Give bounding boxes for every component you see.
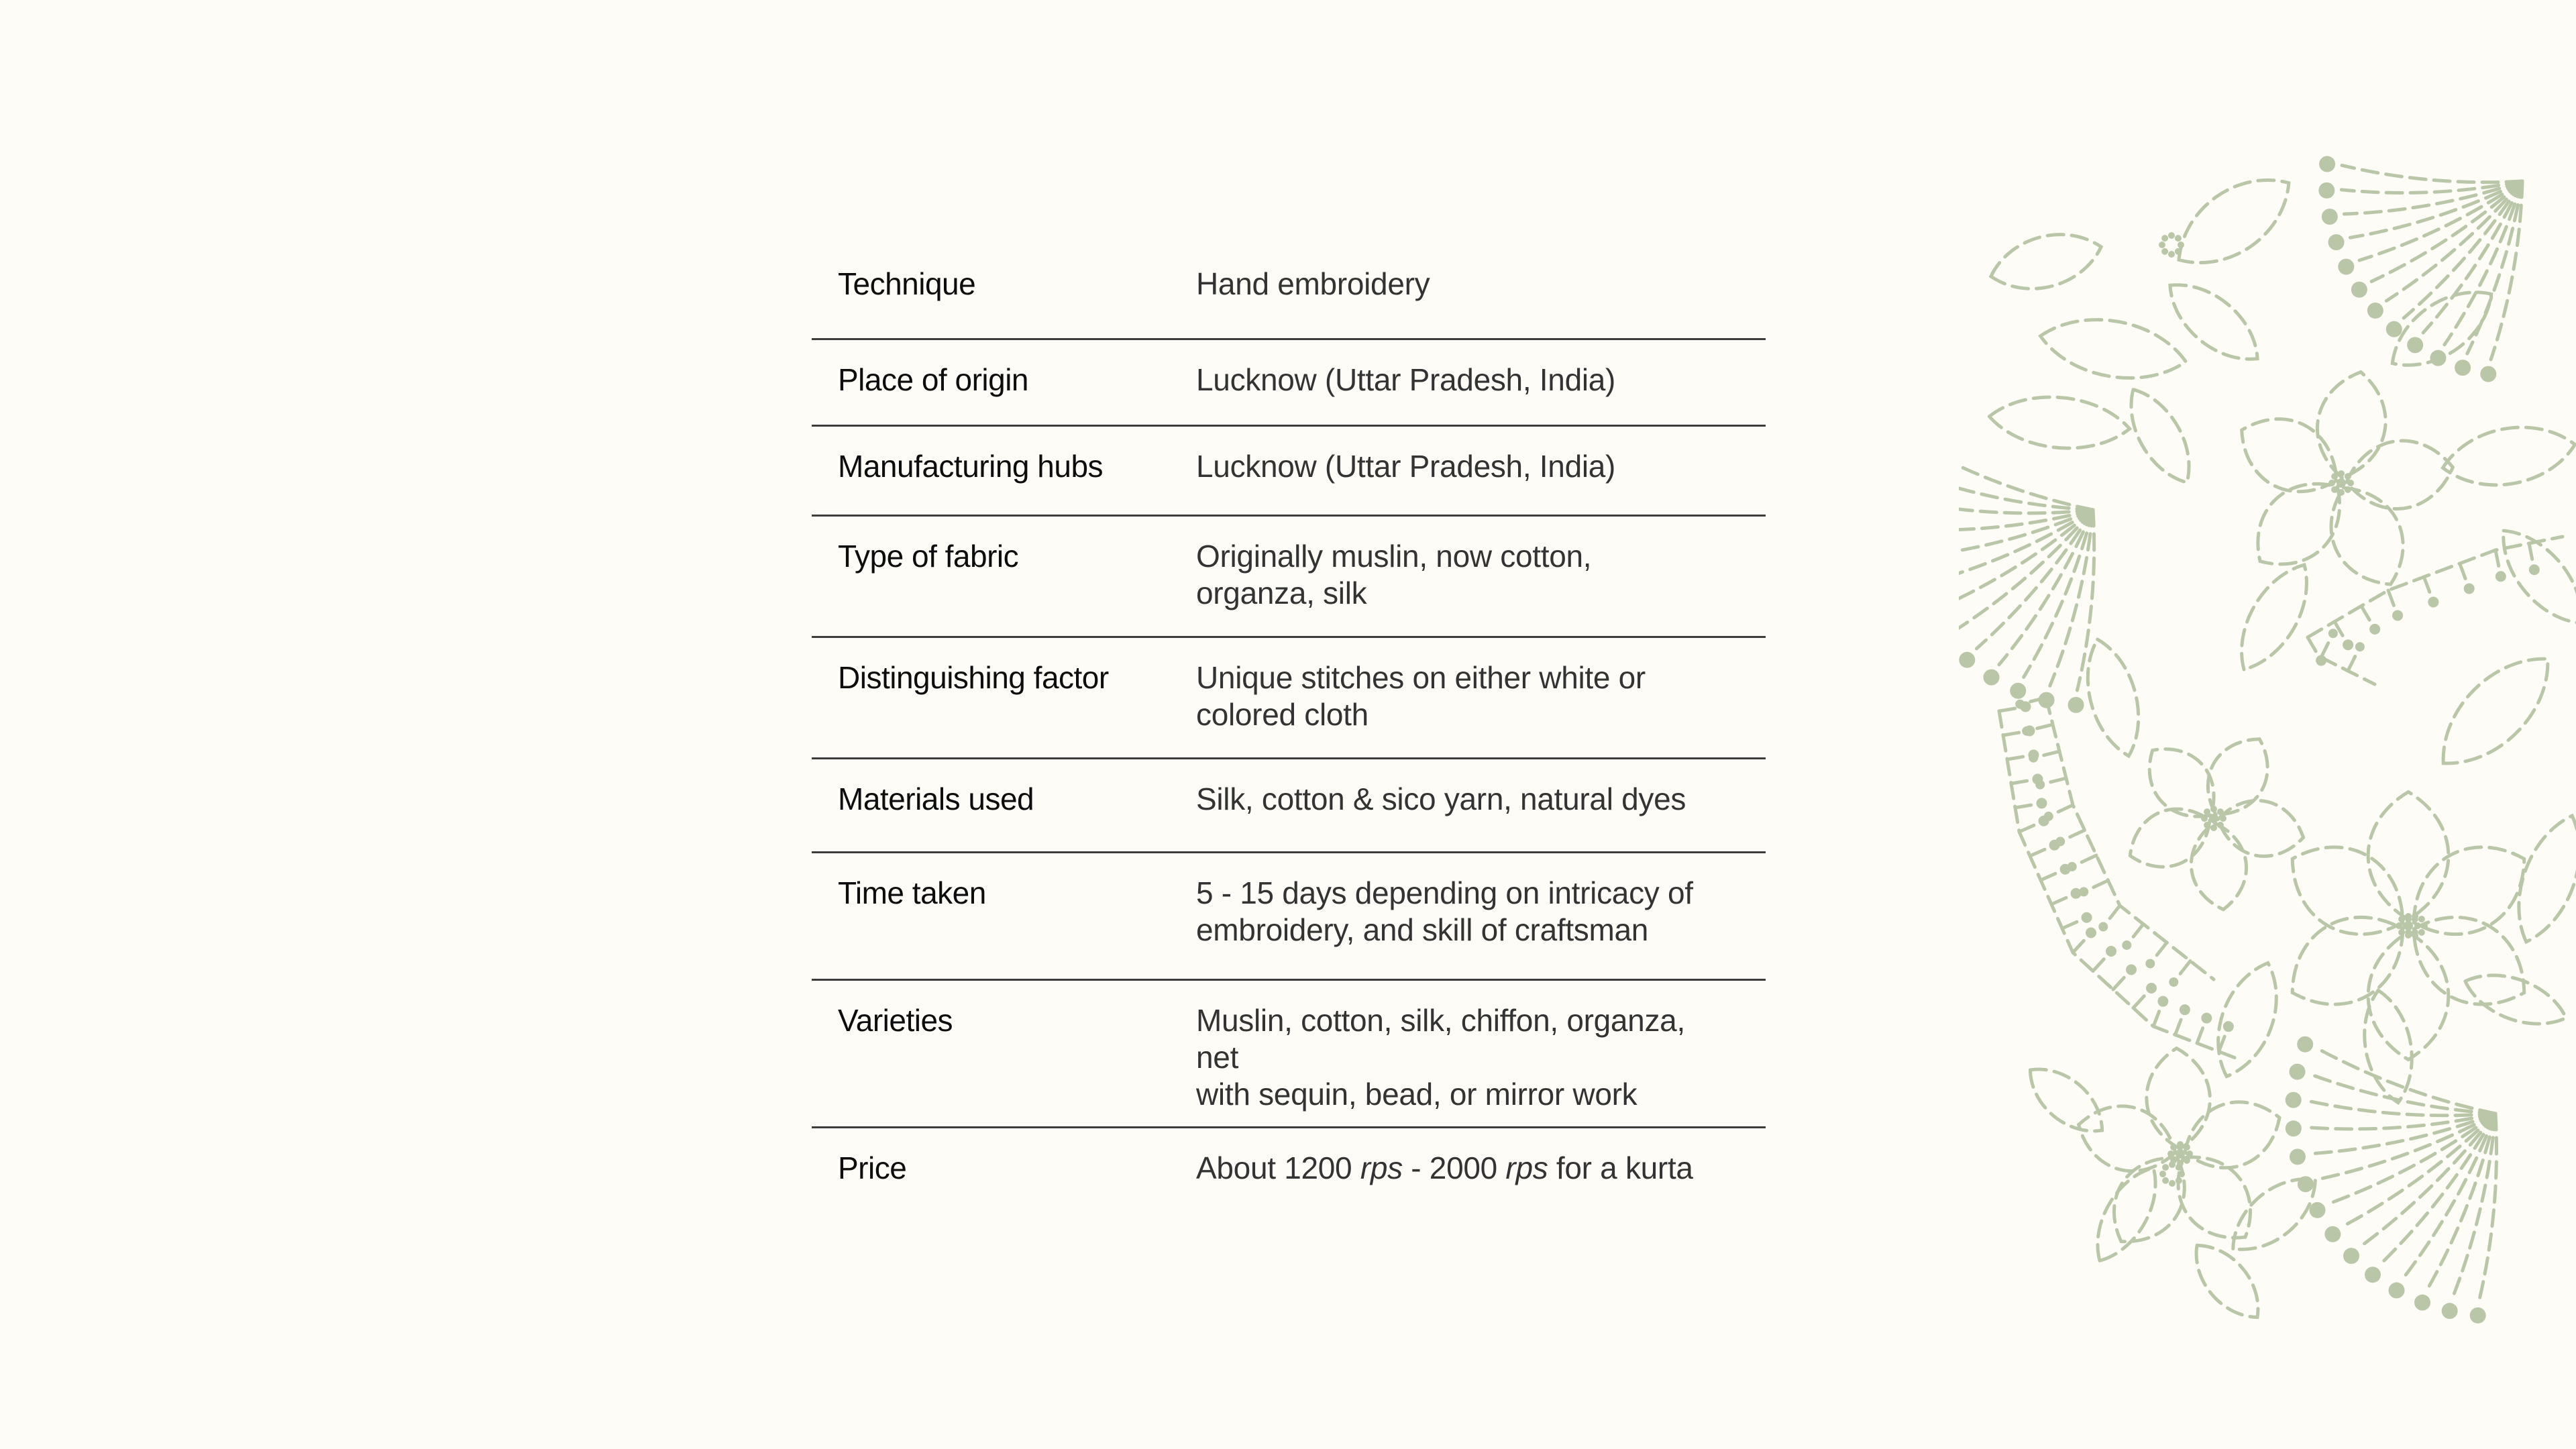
ornament-dot: [2418, 929, 2425, 936]
ornament-dot: [2428, 596, 2438, 607]
ornament-ray: [2073, 938, 2086, 953]
ornament-dot: [2106, 946, 2116, 957]
ornament-ray: [2388, 590, 2395, 608]
ornament-dot: [2328, 234, 2345, 250]
ornament-dot: [2223, 1021, 2234, 1032]
ornament-dot: [2347, 480, 2354, 486]
ornament-dot: [2161, 235, 2168, 241]
table-row: [812, 425, 1766, 515]
ornament-dot: [2318, 182, 2334, 199]
ornament-dot: [2086, 928, 2096, 938]
row-label-type-of-fabric: Type of fabric: [812, 515, 1195, 637]
ornament-dot: [2328, 629, 2338, 638]
ornament-dot: [2389, 1283, 2405, 1299]
table-row: [812, 1127, 1766, 1208]
ornament-ray: [2342, 165, 2522, 182]
ornament-dot: [2210, 806, 2217, 812]
ornament-dot: [2319, 156, 2335, 172]
ornament-dot: [2220, 815, 2226, 822]
ornament-ray: [2132, 924, 2143, 939]
ornament-ray: [2011, 780, 2030, 784]
ornament-leaf: [2258, 484, 2340, 564]
ornament-dot: [2407, 337, 2423, 353]
ornament-dot: [2355, 642, 2365, 651]
ornament-dot: [2480, 366, 2496, 382]
ornament-dot: [2398, 929, 2405, 936]
ornament-ray: [2030, 849, 2047, 856]
ornament-ray: [1959, 474, 2093, 510]
ornament-dot: [2324, 1226, 2341, 1242]
ornament-leaf: [1989, 397, 2129, 448]
ornament-dot: [2414, 922, 2421, 929]
ornament-ray: [2424, 577, 2430, 594]
ornament-ray: [2056, 805, 2073, 813]
ornament-dot: [2367, 303, 2383, 319]
ornament-ray: [2496, 550, 2499, 568]
ornament-dot: [1984, 669, 2000, 686]
ornament-leaf: [2465, 975, 2566, 1024]
craft-info-table: [812, 247, 1766, 1208]
row-value-price: [1195, 1127, 1766, 1208]
value-line: Muslin, cotton, silk, chiffon, organza, net: [1196, 1002, 1685, 1075]
ornament-dot: [2392, 610, 2403, 621]
ornament-ray: [2153, 1009, 2160, 1026]
ornament-leaf: [2191, 822, 2246, 909]
ornament-ray: [2007, 756, 2026, 759]
ornament-dot: [2022, 727, 2031, 736]
ornament-ray: [2113, 975, 2126, 989]
ornament-dot: [2464, 583, 2475, 594]
value-line: 5 - 15 days depending on intricacy of: [1196, 875, 1693, 910]
ornament-dot: [2170, 1144, 2177, 1150]
ornament-dot: [2055, 837, 2065, 846]
ornament-dot: [2010, 683, 2026, 699]
ornament-ray: [2019, 824, 2037, 832]
ornament-dot: [2082, 912, 2092, 923]
ornament-dot: [2343, 639, 2353, 650]
ornament-dot: [2157, 996, 2168, 1007]
ornament-leaf: [2331, 488, 2403, 584]
ornament-dot: [2039, 692, 2055, 708]
ornament-dot: [2161, 248, 2168, 255]
ornament-dot: [2184, 1157, 2190, 1164]
ornament-ray: [2197, 1026, 2204, 1043]
ornament-leaf: [2443, 427, 2575, 485]
ornament-ray: [2308, 637, 2317, 653]
ornament-dot: [2338, 259, 2354, 275]
row-value-place-of-origin: Lucknow (Uttar Pradesh, India): [1195, 339, 1766, 425]
ornament-dot: [2421, 922, 2428, 929]
ornament-dot: [2176, 1164, 2182, 1171]
ornament-dot: [2365, 1267, 2381, 1283]
ornament-leaf: [2147, 1049, 2210, 1149]
ornament-dot: [2418, 916, 2425, 922]
ornament-dot: [2337, 478, 2346, 488]
table-row: [812, 247, 1766, 339]
ornament-dot: [2201, 815, 2208, 822]
ornament-leaf: [2218, 800, 2303, 856]
ornament-dot: [2162, 1177, 2169, 1184]
ornament-dot: [2015, 700, 2025, 709]
row-label-varieties: Varieties: [812, 979, 1195, 1127]
ornament-dot: [2044, 812, 2053, 821]
ornament-dot: [2175, 235, 2182, 241]
ornament-leaf: [2414, 847, 2524, 934]
ornament-ray: [2062, 921, 2080, 928]
ornament-dot: [2178, 241, 2184, 248]
ornament-dot: [2322, 209, 2338, 225]
ornament-dot: [2035, 780, 2045, 790]
row-label-distinguishing-factor: Distinguishing factor: [812, 637, 1195, 758]
ornament-leaf: [2347, 441, 2453, 508]
row-value-time-taken: [1195, 852, 1766, 979]
ornament-dot: [2204, 822, 2210, 828]
ornament-dot: [2175, 248, 2182, 255]
ornament-leaf: [2041, 320, 2186, 378]
ornament-ray: [2361, 606, 2371, 622]
ornament-dot: [2204, 808, 2210, 815]
ornament-ray: [2321, 641, 2330, 657]
row-value-varieties: [1195, 979, 1766, 1127]
ornament-ray: [2080, 855, 2096, 863]
ornament-dot: [2442, 1303, 2458, 1319]
ornament-dot: [2290, 1148, 2306, 1165]
ornament-dot: [2496, 571, 2506, 582]
ornament-dot: [2529, 564, 2540, 575]
ornament-dot: [2145, 959, 2155, 968]
ornament-leaf: [2131, 390, 2189, 483]
ornament-dot: [2036, 798, 2047, 808]
ornament-dot: [2201, 1013, 2212, 1024]
ornament-leaf: [2218, 963, 2277, 1076]
value-line: with sequin, bead, or mirror work: [1196, 1076, 1638, 1112]
ornament-dot: [2098, 922, 2108, 931]
ornament-dot: [2162, 1164, 2169, 1171]
ornament-ray: [2155, 943, 2167, 957]
ornament-dot: [2405, 929, 2412, 936]
ornament-dot: [2169, 1180, 2176, 1187]
price-unit: rps: [1360, 1150, 1403, 1185]
ornament-dot: [2328, 480, 2335, 486]
ornament-leaf: [2149, 749, 2214, 817]
ornament-ray: [2348, 654, 2357, 671]
ornament-dot: [2146, 983, 2157, 994]
ornament-ray: [2529, 543, 2532, 561]
ornament-ray: [2176, 1017, 2182, 1034]
ornament-dot: [2286, 1120, 2302, 1136]
ornament-ray: [2133, 994, 2146, 1008]
chikankari-ornament-icon: [1959, 107, 2576, 1368]
ornament-leaf: [2098, 1168, 2155, 1261]
ornament-dot: [2298, 1176, 2314, 1192]
ornament-ray: [2460, 564, 2467, 581]
ornament-ray: [2015, 804, 2034, 808]
ornament-dot: [2122, 941, 2131, 950]
row-value-type-of-fabric: [1195, 515, 1766, 637]
ornament-dot: [2176, 1149, 2185, 1159]
price-text: - 2000: [1402, 1150, 1506, 1185]
ornament-dot: [2297, 1036, 2313, 1053]
ornament-ray: [2041, 751, 2059, 756]
ornament-dot: [2159, 241, 2165, 248]
ornament-dot: [2386, 321, 2402, 337]
ornament-ray: [2003, 732, 2022, 735]
ornament-dot: [2430, 350, 2447, 366]
ornament-dot: [2398, 916, 2405, 922]
ornament-dot: [2345, 473, 2351, 480]
ornament-dot: [2345, 486, 2351, 493]
ornament-dot: [2168, 251, 2175, 258]
price-text: for a kurta: [1548, 1150, 1693, 1185]
value-line: Originally muslin, now cotton,: [1196, 538, 1592, 574]
ornament-dot: [2402, 922, 2409, 929]
ornament-dot: [2169, 977, 2178, 987]
ornament-dot: [2412, 913, 2418, 920]
ornament-leaf: [2317, 372, 2385, 478]
ornament-dot: [2068, 862, 2077, 871]
ornament-leaf: [2079, 1106, 2176, 1171]
ornament-vine: [2308, 537, 2563, 637]
row-value-manufacturing-hubs: Lucknow (Uttar Pradesh, India): [1195, 425, 1766, 515]
ornament-leaf: [2504, 531, 2576, 623]
ornament-leaf: [2365, 990, 2412, 1102]
ornament-dot: [2184, 1144, 2190, 1150]
ornament-dot: [2290, 1064, 2306, 1080]
ornament-ray: [2041, 873, 2058, 880]
row-label-time-taken: Time taken: [812, 852, 1195, 979]
ornament-ray: [2051, 897, 2069, 904]
ornament-dot: [2169, 1161, 2176, 1168]
ornament-ray: [2091, 881, 2108, 889]
ornament-dot: [2217, 822, 2224, 828]
ornament-leaf: [2292, 917, 2403, 1004]
ornament-ray: [2093, 957, 2106, 971]
row-value-materials-used: Silk, cotton & sico yarn, natural dyes: [1195, 758, 1766, 852]
ornament-dot: [2455, 360, 2471, 376]
table-row: [812, 758, 1766, 852]
ornament-leaf: [2170, 285, 2257, 360]
ornament-ray: [1959, 448, 2093, 510]
ornament-leaf: [2443, 659, 2548, 763]
row-label-technique: Technique: [812, 247, 1195, 339]
row-label-manufacturing-hubs: Manufacturing hubs: [812, 425, 1195, 515]
value-line: organza, silk: [1196, 575, 1367, 610]
ornament-dot: [2286, 1092, 2302, 1108]
row-label-place-of-origin: Place of origin: [812, 339, 1195, 425]
ornament-dot: [2405, 916, 2412, 922]
ornament-ray: [2048, 778, 2066, 783]
ornament-dot: [2396, 922, 2402, 929]
ornament-dot: [2079, 887, 2088, 896]
ornament-dot: [2217, 808, 2224, 815]
row-value-distinguishing-factor: [1195, 637, 1766, 758]
ornament-dot: [2177, 1141, 2184, 1148]
ornament-dot: [2168, 232, 2175, 239]
ornament-leaf: [2088, 639, 2138, 756]
ornament-leaf: [1991, 235, 2101, 289]
ornament-dot: [2068, 697, 2084, 713]
ornament-dot: [2178, 1171, 2185, 1177]
table-row: [812, 339, 1766, 425]
ornament-ray: [1959, 510, 2093, 607]
ornament-dot: [2159, 1171, 2166, 1177]
ornament-leaf: [2368, 932, 2449, 1060]
table-row: [812, 852, 1766, 979]
price-text: About 1200: [1196, 1150, 1360, 1185]
value-line: embroidery, and skill of craftsman: [1196, 912, 1649, 947]
ornament-dot: [2331, 473, 2338, 480]
ornament-ray: [2108, 906, 2120, 920]
ornament-dot: [2176, 1177, 2182, 1184]
ornament-dot: [2343, 1248, 2359, 1264]
ornament-leaf: [2030, 1069, 2102, 1131]
ornament-dot: [2316, 655, 2326, 666]
row-label-price: Price: [838, 1150, 907, 1185]
ornament-dot: [2186, 1150, 2193, 1157]
ornament-leaf: [2368, 792, 2449, 920]
ornament-dot: [2209, 814, 2218, 823]
ornament-dot: [2029, 753, 2038, 763]
value-line: colored cloth: [1196, 696, 1368, 732]
ornament-dot: [2310, 1202, 2326, 1218]
ornament-dot: [2180, 1004, 2190, 1015]
table-row: [812, 979, 1766, 1127]
value-line: Unique stitches on either white or: [1196, 659, 1646, 695]
ornament-ray: [2179, 961, 2190, 976]
ornament-dot: [1959, 652, 1975, 668]
ornament-dot: [2338, 489, 2345, 496]
ornament-ray: [1959, 502, 2093, 513]
ornament-ray: [1999, 708, 2018, 711]
ornament-leaf: [2196, 1245, 2258, 1317]
ornament-dot: [2331, 486, 2338, 493]
ornament-leaf: [2242, 565, 2307, 669]
ornament-vine: [1999, 711, 2241, 1060]
ornament-dot: [2369, 624, 2380, 635]
ornament-dot: [2167, 1150, 2174, 1157]
ornament-dot: [2210, 824, 2217, 831]
ornament-ray: [2068, 830, 2084, 839]
ornament-ray: [2035, 724, 2053, 729]
ornament-leaf: [2519, 816, 2576, 942]
ornament-dot: [2412, 932, 2418, 938]
ornament-dot: [2126, 965, 2137, 975]
ornament-dot: [2470, 1307, 2486, 1324]
ornament-leaf: [2179, 180, 2289, 262]
ornament-vine: [2046, 698, 2214, 979]
row-label-materials-used: Materials used: [812, 758, 1195, 852]
table-row: [812, 515, 1766, 637]
ornament-dot: [2338, 470, 2345, 477]
ornament-dot: [2414, 1295, 2430, 1311]
ornament-dot: [2351, 282, 2367, 298]
table-row: [812, 637, 1766, 758]
row-value-technique: Hand embroidery: [1195, 247, 1766, 339]
price-unit: rps: [1505, 1150, 1548, 1185]
